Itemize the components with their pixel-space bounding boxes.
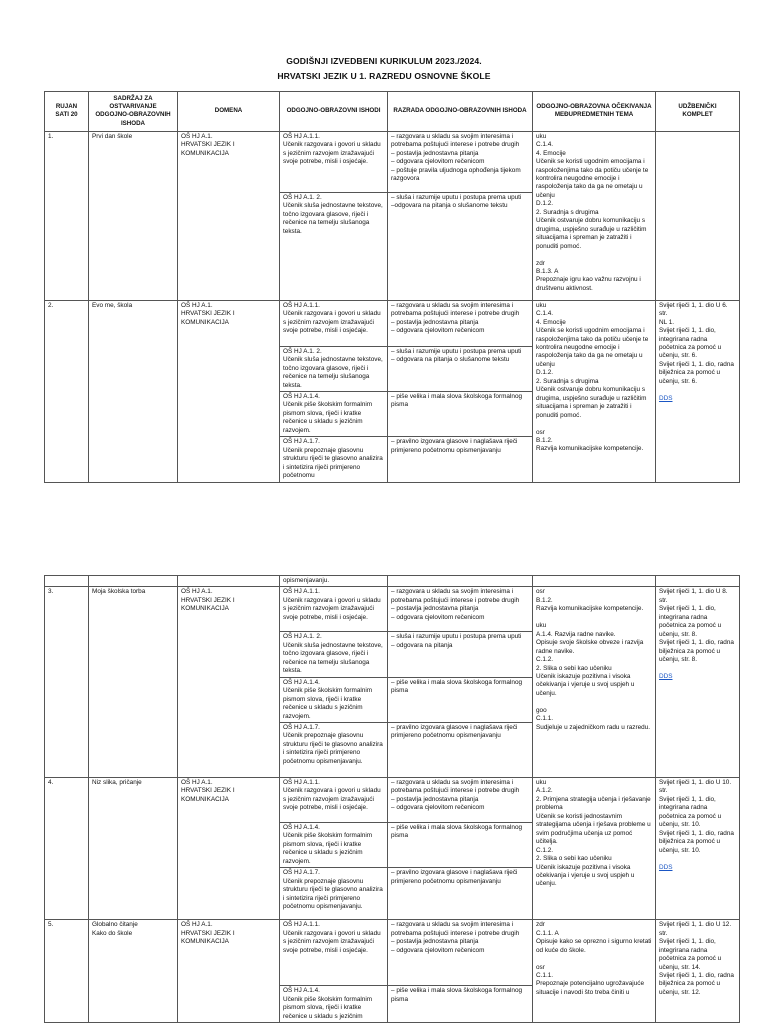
row-outcome: OŠ HJ A.1. 2. Učenik sluša jednostavne tekstove, točno izgovara glasove, riječi i rečenice na temelju slušanoga teksta. xyxy=(280,346,388,391)
row-elaboration: – piše velika i mala slova školskoga formalnog pisma xyxy=(388,677,533,722)
row-cross-curricular: osr B.1.2. Razvija komunikacijske kompetencije. uku A.1.4. Razvija radne navike. Opisuje svoje školske obveze i razvija radne navike. C.1.2. 2. Slika o sebi kao učeniku Učenik iskazuje pozitivna i visoka očekivanja i vjeruje u svoj uspjeh u učenju. goo C.1.1. Sudjeluje u zajedničkom radu u razredu. xyxy=(533,587,656,778)
row-elaboration: – pravilno izgovara glasove i naglašava riječi primjereno početnomu opismenjavanju xyxy=(388,722,533,777)
header-outcomes: ODGOJNO-OBRAZOVNI ISHODI xyxy=(280,92,388,132)
header-cross-curricular: ODGOJNO-OBRAZOVNA OČEKIVANJA MEĐUPREDMETNIH TEMA xyxy=(533,92,656,132)
row-content: Niz slika, pričanje xyxy=(89,777,178,919)
table-row xyxy=(45,587,740,632)
row-elaboration: – piše velika i mala slova školskoga formalnog pisma xyxy=(388,392,533,437)
row-elaboration: – piše velika i mala slova školskoga formalnog pisma xyxy=(388,822,533,867)
row-outcome: OŠ HJ A.1.1. Učenik razgovara i govori u skladu s jezičnim razvojem izražavajući svoje potrebe, misli i osjećaje. xyxy=(280,300,388,346)
row-number: 2. xyxy=(45,300,89,482)
curriculum-table-page1 xyxy=(44,91,740,483)
textbook-text: Svijet riječi 1, 1. dio U 6. str. NL 1. Svijet riječi 1, 1. dio, integrirana radna početnica za pomoć u učenju, str. 6. Svijet riječi 1, 1. dio, radna bilježnica za pomoć u učenju, str. 6. xyxy=(659,301,734,385)
row-textbook: Svijet riječi 1, 1. dio U 12. str. Svijet riječi 1, 1. dio, integrirana radna početnica za pomoć u učenju, str. 14. Svijet riječi 1, 1. dio, radna bilježnica za pomoć u učenju, str. 12. xyxy=(656,920,740,1023)
row-elaboration: – pravilno izgovara glasove i naglašava riječi primjereno početnomu opismenjavanju xyxy=(388,868,533,920)
row-number: 3. xyxy=(45,587,89,778)
row-domain: OŠ HJ A.1. HRVATSKI JEZIK I KOMUNIKACIJA xyxy=(178,300,280,482)
dds-link[interactable]: DDS xyxy=(659,863,673,871)
row-outcome: OŠ HJ A.1.4. Učenik piše školskim formalnim pismom slova, riječi i kratke rečenice u skladu s jezičnim xyxy=(280,986,388,1023)
row-content: Moja školska torba xyxy=(89,587,178,778)
row-outcome: OŠ HJ A.1.7. Učenik prepoznaje glasovnu strukturu riječi te glasovno analizira i sintetizira riječi primjereno početnomu xyxy=(280,437,388,482)
row-elaboration: – razgovara u skladu sa svojim interesima i potrebama poštujući interese i potrebe drugih – postavlja jednostavna pitanja – odgovara cjelovitom rečenicom xyxy=(388,300,533,346)
row-number: 1. xyxy=(45,131,89,300)
row-outcome: OŠ HJ A.1.1. Učenik razgovara i govori u skladu s jezičnim razvojem izražavajući svoje potrebe, misli i osjećaje. xyxy=(280,131,388,192)
row-elaboration: – razgovara u skladu sa svojim interesima i potrebama poštujući interese i potrebe drugih – postavlja jednostavna pitanja – odgovara cjelovitom rečenicom xyxy=(388,587,533,632)
row-outcome: OŠ HJ A.1.1. Učenik razgovara i govori u skladu s jezičnim razvojem izražavajući svoje potrebe, misli i osjećaje. xyxy=(280,777,388,822)
row-content: Prvi dan škole xyxy=(89,131,178,300)
row-textbook xyxy=(656,777,740,919)
row-domain: OŠ HJ A.1. HRVATSKI JEZIK I KOMUNIKACIJA xyxy=(178,920,280,1023)
row-cross-curricular: uku A.1.2. 2. Primjena strategija učenja i rješavanje problema Učenik se koristi jednostavnim strategijama učenja i rješava probleme u svim područjima učenja uz pomoć učitelja. C.1.2. 2. Slika o sebi kao učeniku Učenik iskazuje pozitivna i visoka očekivanja i vjeruje u svoj uspjeh u učenju. xyxy=(533,777,656,919)
table-row xyxy=(45,920,740,986)
row-elaboration: – sluša i razumije uputu i postupa prema uputi – odgovara na pitanja xyxy=(388,632,533,677)
table-row xyxy=(45,131,740,192)
header-textbook: UDŽBENIČKI KOMPLET xyxy=(656,92,740,132)
header-month-hours: RUJAN SATI 20 xyxy=(45,92,89,132)
row-elaboration: – sluša i razumije uputu i postupa prema uputi – odgovara na pitanja o slušanome tekstu xyxy=(388,346,533,391)
header-domain: DOMENA xyxy=(178,92,280,132)
row-outcome: OŠ HJ A.1. 2. Učenik sluša jednostavne tekstove, točno izgovara glasove, riječi i rečenice na temelju slušanoga teksta. xyxy=(280,632,388,677)
row-cross-curricular: uku C.1.4. 4. Emocije Učenik se koristi ugodnim emocijama i raspoloženjima tako da potiču učenje te kontrolira neugodne emocije i raspoloženja tako da ga ne ometaju u učenju D.1.2. 2. Suradnja s drugima Učenik ostvaruje dobru komunikaciju s drugima, uspješno surađuje u različitim situacijama i spreman je zatražiti i ponuditi pomoć. zdr B.1.3. A Prepoznaje igru kao važnu razvojnu i društvenu aktivnost. xyxy=(533,131,656,300)
row-outcome: OŠ HJ A.1.7. Učenik prepoznaje glasovnu strukturu riječi te glasovno analizira i sintetizira riječi primjereno početnomu opismenjavanju. xyxy=(280,868,388,920)
row-elaboration: – razgovara u skladu sa svojim interesima i potrebama poštujući interese i potrebe drugih – postavlja jednostavna pitanja – odgovara cjelovitom rečenicom – poštuje pravila uljudnoga ophođenja tijekom razgovora xyxy=(388,131,533,192)
row-outcome: opismenjavanju. xyxy=(280,576,388,587)
row-outcome: OŠ HJ A.1.1. Učenik razgovara i govori u skladu s jezičnim razvojem izražavajući svoje potrebe, misli i osjećaje. xyxy=(280,587,388,632)
document-subtitle: HRVATSKI JEZIK U 1. RAZREDU OSNOVNE ŠKOLE xyxy=(277,71,491,81)
row-outcome: OŠ HJ A.1.4. Učenik piše školskim formalnim pismom slova, riječi i kratke rečenice u skladu s jezičnim razvojem. xyxy=(280,822,388,867)
table-row xyxy=(45,777,740,822)
row-content: Evo me, škola xyxy=(89,300,178,482)
header-outcome-elaboration: RAZRADA ODGOJNO-OBRAZOVNIH ISHODA xyxy=(388,92,533,132)
header-content: SADRŽAJ ZA OSTVARIVANJE ODGOJNO-OBRAZOVNIH ISHODA xyxy=(89,92,178,132)
row-number: 4. xyxy=(45,777,89,919)
dds-link[interactable]: DDS xyxy=(659,394,673,402)
row-domain: OŠ HJ A.1. HRVATSKI JEZIK I KOMUNIKACIJA xyxy=(178,777,280,919)
row-textbook xyxy=(656,587,740,778)
row-outcome: OŠ HJ A.1. 2. Učenik sluša jednostavne tekstove, točno izgovara glasove, riječi i rečenice na temelju slušanoga teksta. xyxy=(280,192,388,300)
row-domain: OŠ HJ A.1. HRVATSKI JEZIK I KOMUNIKACIJA xyxy=(178,131,280,300)
row-outcome: OŠ HJ A.1.4. Učenik piše školskim formalnim pismom slova, riječi i kratke rečenice u skladu s jezičnim razvojem. xyxy=(280,392,388,437)
row-outcome: OŠ HJ A.1.4. Učenik piše školskim formalnim pismom slova, riječi i kratke rečenice u skladu s jezičnim razvojem. xyxy=(280,677,388,722)
document-title: GODIŠNJI IZVEDBENI KURIKULUM 2023./2024. xyxy=(286,56,482,66)
row-number: 5. xyxy=(45,920,89,1023)
row-cross-curricular: zdr C.1.1. A Opisuje kako se oprezno i sigurno kretati od kuće do škole. osr C.1.1. Prepoznaje potencijalno ugrožavajuće situacije i navodi što treba činiti u xyxy=(533,920,656,1023)
textbook-text: Svijet riječi 1, 1. dio U 8. str. Svijet riječi 1, 1. dio, integrirana radna početnica za pomoć u učenju, str. 8. Svijet riječi 1, 1. dio, radna bilježnica za pomoć u učenju, str. 8. xyxy=(659,588,734,664)
row-elaboration: – piše velika i mala slova školskoga formalnog pisma xyxy=(388,986,533,1023)
row-domain: OŠ HJ A.1. HRVATSKI JEZIK I KOMUNIKACIJA xyxy=(178,587,280,778)
row-elaboration: – sluša i razumije uputu i postupa prema uputi –odgovara na pitanja o slušanome tekstu xyxy=(388,192,533,300)
row-outcome: OŠ HJ A.1.1. Učenik razgovara i govori u skladu s jezičnim razvojem izražavajući svoje potrebe, misli i osjećaje. xyxy=(280,920,388,986)
row-content: Globalno čitanje Kako do škole xyxy=(89,920,178,1023)
table-row xyxy=(45,576,740,587)
row-cross-curricular: uku C.1.4. 4. Emocije Učenik se koristi ugodnim emocijama i raspoloženjima tako da potiču učenje te kontrolira neugodne emocije i raspoloženja tako da ga ne ometaju u učenju D.1.2. 2. Suradnja s drugima Učenik ostvaruje dobru komunikaciju s drugima, uspješno surađuje u različitim situacijama i spreman je zatražiti i ponuditi pomoć. osr B.1.2. Razvija komunikacijske kompetencije. xyxy=(533,300,656,482)
row-textbook xyxy=(656,300,740,482)
row-textbook xyxy=(656,131,740,300)
row-elaboration: – razgovara u skladu sa svojim interesima i potrebama poštujući interese i potrebe drugih – postavlja jednostavna pitanja – odgovara cjelovitom rečenicom xyxy=(388,777,533,822)
dds-link[interactable]: DDS xyxy=(659,672,673,680)
curriculum-table-page2 xyxy=(44,575,740,1023)
row-elaboration: – pravilno izgovara glasove i naglašava riječi primjereno početnomu opismenjavanju xyxy=(388,437,533,482)
row-outcome: OŠ HJ A.1.7. Učenik prepoznaje glasovnu strukturu riječi te glasovno analizira i sintetizira riječi primjereno početnomu opismenjavanju. xyxy=(280,722,388,777)
row-elaboration: – razgovara u skladu sa svojim interesima i potrebama poštujući interese i potrebe drugih – postavlja jednostavna pitanja – odgovara cjelovitom rečenicom xyxy=(388,920,533,986)
textbook-text: Svijet riječi 1, 1. dio U 10. str. Svijet riječi 1, 1. dio, integrirana radna početnica za pomoć u učenju, str. 10. Svijet riječi 1, 1. dio, radna bilježnica za pomoć u učenju, str. 10. xyxy=(659,778,734,854)
table-row xyxy=(45,300,740,346)
